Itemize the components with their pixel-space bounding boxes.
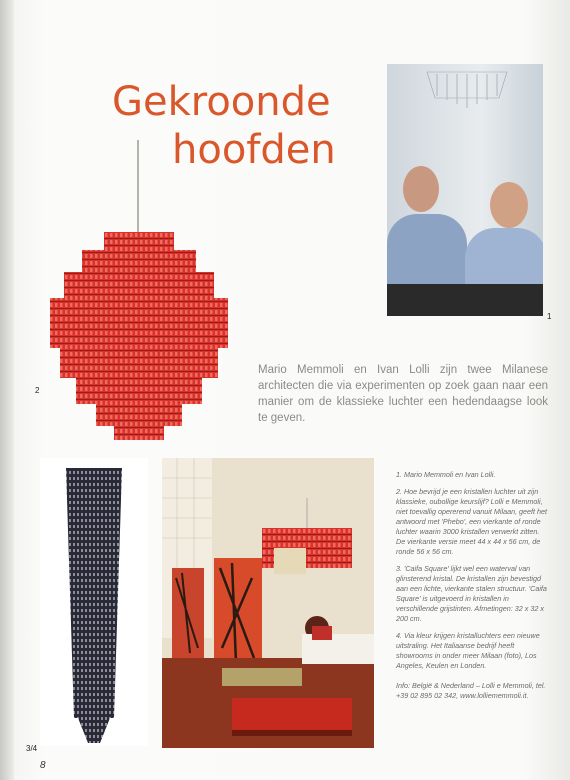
chandelier-small-photo (387, 64, 543, 134)
captions (396, 470, 548, 708)
info-text: Info: België & Nederland – Lolli e Memmoli, tel. +39 02 895 02 342, www.lolliememmoli.it. (396, 681, 546, 700)
article-title (112, 78, 372, 174)
image-number-2: 2 (35, 386, 40, 395)
black-chandelier-photo (40, 458, 148, 746)
caption-1: 1. Mario Memmoli en Ivan Lolli. (396, 470, 496, 479)
caption-2: 2. Hoe bevrijd je een kristallen luchter uit zijn klassieke, oubollige keurslijf? Lolli e Memmoli, niet toevallig opererend vanuit Milaan, geeft het antwoord met 'Phebo', een vierkante of ronde luchter waarin 3000 kristallen verwerkt zitten. De vierkante versie meet 44 x 44 x 56 cm, de ronde 56 x 56 cm. (396, 487, 548, 556)
chandelier-cord (137, 140, 139, 240)
showroom-photo (162, 458, 374, 748)
page-edge (0, 0, 14, 780)
red-chandelier-photo (44, 232, 234, 442)
caption-4: 4. Via kleur krijgen kristalluchters een nieuwe uitstraling. Het Italiaanse bedrijf heeft showrooms in onder meer Milaan (foto), Los Angeles, Keulen en Londen. (396, 631, 540, 670)
image-number-1: 1 (547, 312, 552, 321)
image-number-3-4: 3/4 (26, 744, 38, 753)
title-line-1: Gekroonde (112, 79, 331, 125)
intro-text: Mario Memmoli en Ivan Lolli zijn twee Milanese architecten die via experimenten op zoek gaan naar een manier om de klassieke luchter een hedendaagse look te geven. (258, 363, 548, 424)
page-number: 8 (40, 760, 46, 771)
architects-photo (387, 64, 543, 316)
title-line-2: hoofden (172, 127, 336, 173)
caption-3: 3. 'Caifa Square' lijkt wel een waterval van glinsterend kristal. De kristallen zijn bevestigd aan een lichte, vierkante stalen structuur. 'Caifa Square' is uitgevoerd in kristallen in verschillende grijstinten. Afmetingen: 32 x 32 x 200 cm. (396, 564, 547, 623)
